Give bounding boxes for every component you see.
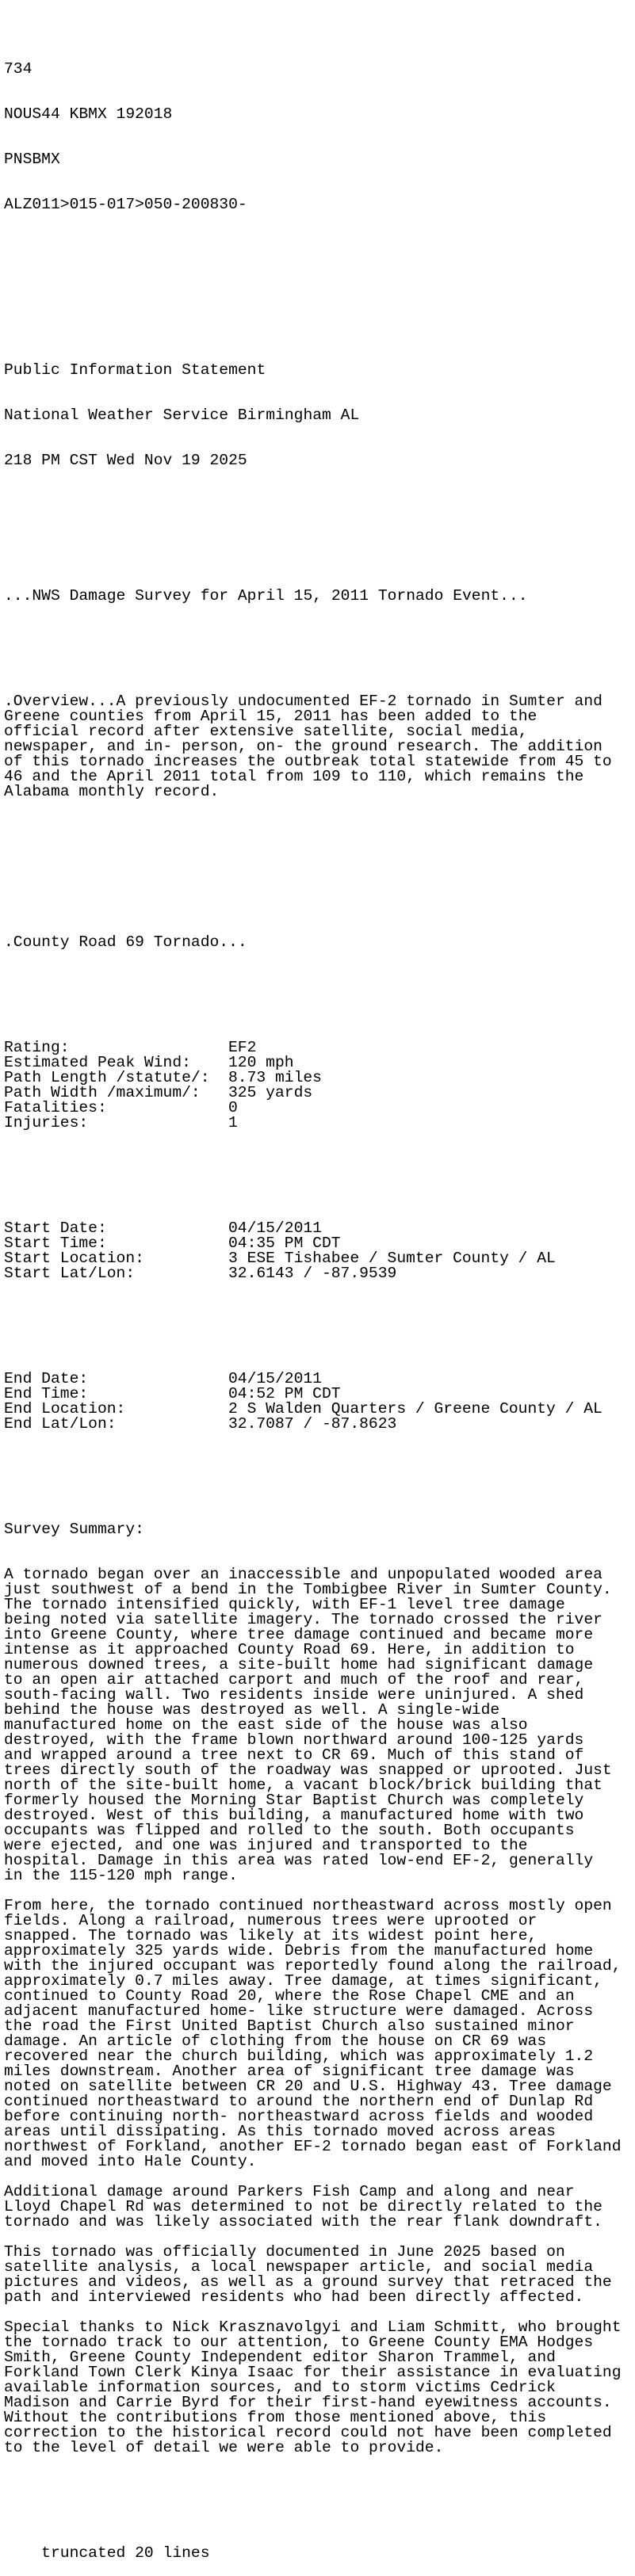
survey-line: available information sources, and to storm victims Cedrick: [4, 2379, 556, 2396]
overview-section: [4, 694, 635, 800]
stat-row: [4, 1101, 635, 1116]
tornado-end-info: [4, 1372, 635, 1432]
overview-line: Greene counties from April 15, 2011 has been added to the: [4, 708, 537, 725]
survey-line: destroyed. West of this building, a manufactured home with two: [4, 1807, 584, 1824]
survey-paragraph: [4, 2320, 635, 2456]
survey-line: Smith, Greene County Independent editor Sharon Trammel, and: [4, 2349, 556, 2366]
field-label: Rating:: [4, 1039, 70, 1056]
survey-line: correction to the historical record could not have been completed: [4, 2424, 612, 2441]
survey-paragraph: [4, 1899, 635, 2170]
field-value: 04/15/2011: [228, 1219, 322, 1237]
statement-block: [4, 333, 635, 498]
survey-line: path and interviewed residents who had been directly affected.: [4, 2288, 584, 2306]
survey-line: before continuing north- northeastward across fields and wooded: [4, 2108, 594, 2125]
survey-line: adjacent manufactured home- like structure were damaged. Across: [4, 2002, 594, 2020]
survey-line: snapped. The tornado was likely at its widest point here,: [4, 1927, 537, 1944]
blank-line: [4, 2170, 635, 2185]
field-label: Start Time:: [4, 1235, 107, 1252]
survey-line: to the level of detail we were able to provide.: [4, 2439, 444, 2456]
survey-line: recovered near the church building, which was approximately 1.2: [4, 2047, 594, 2065]
survey-line: A tornado began over an inaccessible and unpopulated wooded area: [4, 1566, 602, 1583]
overview-line: .Overview...A previously undocumented EF-2 tornado in Sumter and: [4, 693, 602, 710]
survey-line: south-facing wall. Two residents inside were uninjured. A shed: [4, 1686, 584, 1704]
survey-line: Without the contributions from those mentioned above, this: [4, 2409, 547, 2426]
overview-line: of this tornado increases the outbreak total statewide from 45 to: [4, 753, 612, 770]
survey-paragraph: [4, 1567, 635, 1883]
header-line: NOUS44 KBMX 192018: [4, 105, 173, 123]
survey-line: Lloyd Chapel Rd was determined to not be directly related to the: [4, 2198, 602, 2215]
field-label: Estimated Peak Wind:: [4, 1054, 191, 1071]
survey-line: noted on satellite between CR 20 and U.S. Highway 43. Tree damage: [4, 2078, 612, 2095]
survey-line: hospital. Damage in this area was rated low-end EF-2, generally: [4, 1852, 594, 1869]
header-line: 734: [4, 60, 33, 78]
survey-line: Special thanks to Nick Krasznavolgyi and Liam Schmitt, who brought: [4, 2318, 622, 2336]
survey-line: north of the site-built home, a vacant block/brick building that: [4, 1776, 602, 1794]
field-label: Start Date:: [4, 1219, 107, 1237]
field-label: Start Lat/Lon:: [4, 1265, 136, 1282]
truncation-notice: truncated 20 lines: [4, 2544, 210, 2562]
survey-line: This tornado was officially documented in June 2025 based on: [4, 2243, 565, 2261]
survey-line: From here, the tornado continued northeastward across mostly open: [4, 1897, 612, 1914]
survey-paragraph: [4, 2185, 635, 2230]
field-label: Path Width /maximum/:: [4, 1084, 201, 1101]
survey-line: Additional damage around Parkers Fish Camp and along and near: [4, 2183, 575, 2200]
survey-line: miles downstream. Another area of significant tree damage was: [4, 2063, 575, 2080]
field-value: EF2: [228, 1039, 257, 1056]
survey-line: the road the First United Baptist Church also sustained minor: [4, 2017, 575, 2035]
survey-summary-body: [4, 1567, 635, 2456]
blank-line: [4, 634, 635, 649]
product-header: [4, 32, 635, 242]
survey-line: to an open air attached carport and much of the roof and rear,: [4, 1671, 584, 1689]
blank-line: [4, 1883, 635, 1899]
field-value: 3 ESE Tishabee / Sumter County / AL: [228, 1250, 556, 1267]
survey-line: satellite analysis, a local newspaper article, and social media: [4, 2258, 594, 2276]
blank-line: [4, 1161, 635, 1176]
survey-line: being noted via satellite imagery. The tornado crossed the river: [4, 1611, 602, 1628]
survey-line: just southwest of a bend in the Tombigbee River in Sumter County.: [4, 1581, 612, 1598]
field-label: End Location:: [4, 1400, 126, 1418]
survey-line: fields. Along a railroad, numerous trees were uprooted or: [4, 1912, 537, 1929]
overview-line: newspaper, and in- person, on- the ground research. The addition: [4, 738, 602, 755]
issue-time: 218 PM CST Wed Nov 19 2025: [4, 452, 247, 469]
survey-line: pictures and videos, as well as a ground survey that retraced the: [4, 2273, 612, 2291]
tornado-start-info: [4, 1221, 635, 1281]
survey-line: continued to County Road 20, where the Rose Chapel CME and an: [4, 1987, 575, 2005]
issuing-office: National Weather Service Birmingham AL: [4, 406, 360, 424]
survey-line: areas until dissipating. As this tornado moved across areas: [4, 2123, 556, 2140]
header-line: ALZ011>015-017>050-200830-: [4, 196, 247, 213]
survey-line: the tornado track to our attention, to Greene County EMA Hodges: [4, 2334, 594, 2351]
field-value: 04/15/2011: [228, 1370, 322, 1387]
blank-line: [4, 273, 635, 288]
overview-line: 46 and the April 2011 total from 109 to 110, which remains the: [4, 768, 584, 785]
field-value: 32.7087 / -87.8623: [228, 1415, 397, 1433]
field-value: 120 mph: [228, 1054, 294, 1071]
header-line: PNSBMX: [4, 151, 60, 168]
survey-line: behind the house was destroyed as well. A single-wide: [4, 1701, 500, 1719]
survey-line: were ejected, and one was injured and transported to the: [4, 1837, 528, 1854]
survey-summary-label: Survey Summary:: [4, 1521, 144, 1538]
survey-line: damage. An article of clothing from the house on CR 69 was: [4, 2032, 547, 2050]
survey-line: Madison and Carrie Byrd for their first-hand eyewitness accounts.: [4, 2394, 612, 2411]
survey-paragraph: [4, 2245, 635, 2305]
survey-line: continued northeastward to around the northern end of Dunlap Rd: [4, 2093, 594, 2110]
field-label: Injuries:: [4, 1114, 89, 1132]
field-label: End Lat/Lon:: [4, 1415, 117, 1433]
field-label: End Time:: [4, 1385, 89, 1402]
field-value: 32.6143 / -87.9539: [228, 1265, 397, 1282]
field-value: 1: [228, 1114, 238, 1132]
survey-line: and wrapped around a tree next to CR 69. Much of this stand of: [4, 1746, 584, 1764]
survey-line: Forkland Town Clerk Kinya Isaac for their assistance in evaluating: [4, 2364, 622, 2381]
overview-line: Alabama monthly record.: [4, 783, 220, 800]
field-value: 325 yards: [228, 1084, 313, 1101]
blank-line: [4, 2305, 635, 2320]
stat-row: [4, 1116, 635, 1131]
survey-line: trees directly south of the roadway was snapped or uprooted. Just: [4, 1761, 612, 1779]
blank-line: [4, 529, 635, 544]
survey-line: northwest of Forkland, another EF-2 tornado began east of Forkland: [4, 2138, 622, 2155]
survey-line: tornado and was likely associated with the rear flank downdraft.: [4, 2213, 602, 2231]
survey-line: formerly housed the Morning Star Baptist Church was completely: [4, 1792, 584, 1809]
blank-line: [4, 980, 635, 995]
start-row: [4, 1266, 635, 1281]
survey-line: approximately 0.7 miles away. Tree damage, at times significant,: [4, 1972, 602, 1990]
statement-title: Public Information Statement: [4, 361, 266, 379]
field-value: 0: [228, 1099, 238, 1116]
field-label: Fatalities:: [4, 1099, 107, 1116]
overview-line: official record after extensive satellite, social media,: [4, 723, 528, 740]
blank-line: [4, 830, 635, 845]
blank-line: [4, 2486, 635, 2501]
field-label: Path Length /statute/:: [4, 1069, 210, 1086]
survey-line: in the 115-120 mph range.: [4, 1867, 238, 1884]
field-value: 2 S Walden Quarters / Greene County / AL: [228, 1400, 602, 1418]
survey-line: into Greene County, where tree damage continued and became more: [4, 1626, 594, 1643]
end-row: [4, 1417, 635, 1432]
survey-line: approximately 325 yards wide. Debris from the manufactured home: [4, 1942, 594, 1960]
field-value: 8.73 miles: [228, 1069, 322, 1086]
survey-line: with the injured occupant was reportedly found along the railroad,: [4, 1957, 622, 1975]
field-value: 04:35 PM CDT: [228, 1235, 341, 1252]
survey-line: intense as it approached County Road 69. Here, in addition to: [4, 1641, 575, 1658]
survey-line: numerous downed trees, a site-built home had significant damage: [4, 1656, 594, 1673]
survey-line: and moved into Hale County.: [4, 2153, 257, 2170]
field-label: End Date:: [4, 1370, 89, 1387]
field-value: 04:52 PM CDT: [228, 1385, 341, 1402]
survey-line: occupants was flipped and rolled to the south. Both occupants: [4, 1822, 575, 1839]
blank-line: [4, 875, 635, 890]
blank-line: [4, 1462, 635, 1477]
headline: ...NWS Damage Survey for April 15, 2011 Tornado Event...: [4, 587, 528, 605]
field-label: Start Location:: [4, 1250, 144, 1267]
blank-line: [4, 1311, 635, 1326]
survey-line: manufactured home on the east side of the house was also: [4, 1716, 528, 1734]
survey-line: destroyed, with the frame blown northward around 100-125 yards: [4, 1731, 584, 1749]
tornado-stats: [4, 1040, 635, 1131]
tornado-heading: .County Road 69 Tornado...: [4, 933, 247, 951]
survey-line: The tornado intensified quickly, with EF-1 level tree damage: [4, 1596, 565, 1613]
blank-line: [4, 2230, 635, 2245]
